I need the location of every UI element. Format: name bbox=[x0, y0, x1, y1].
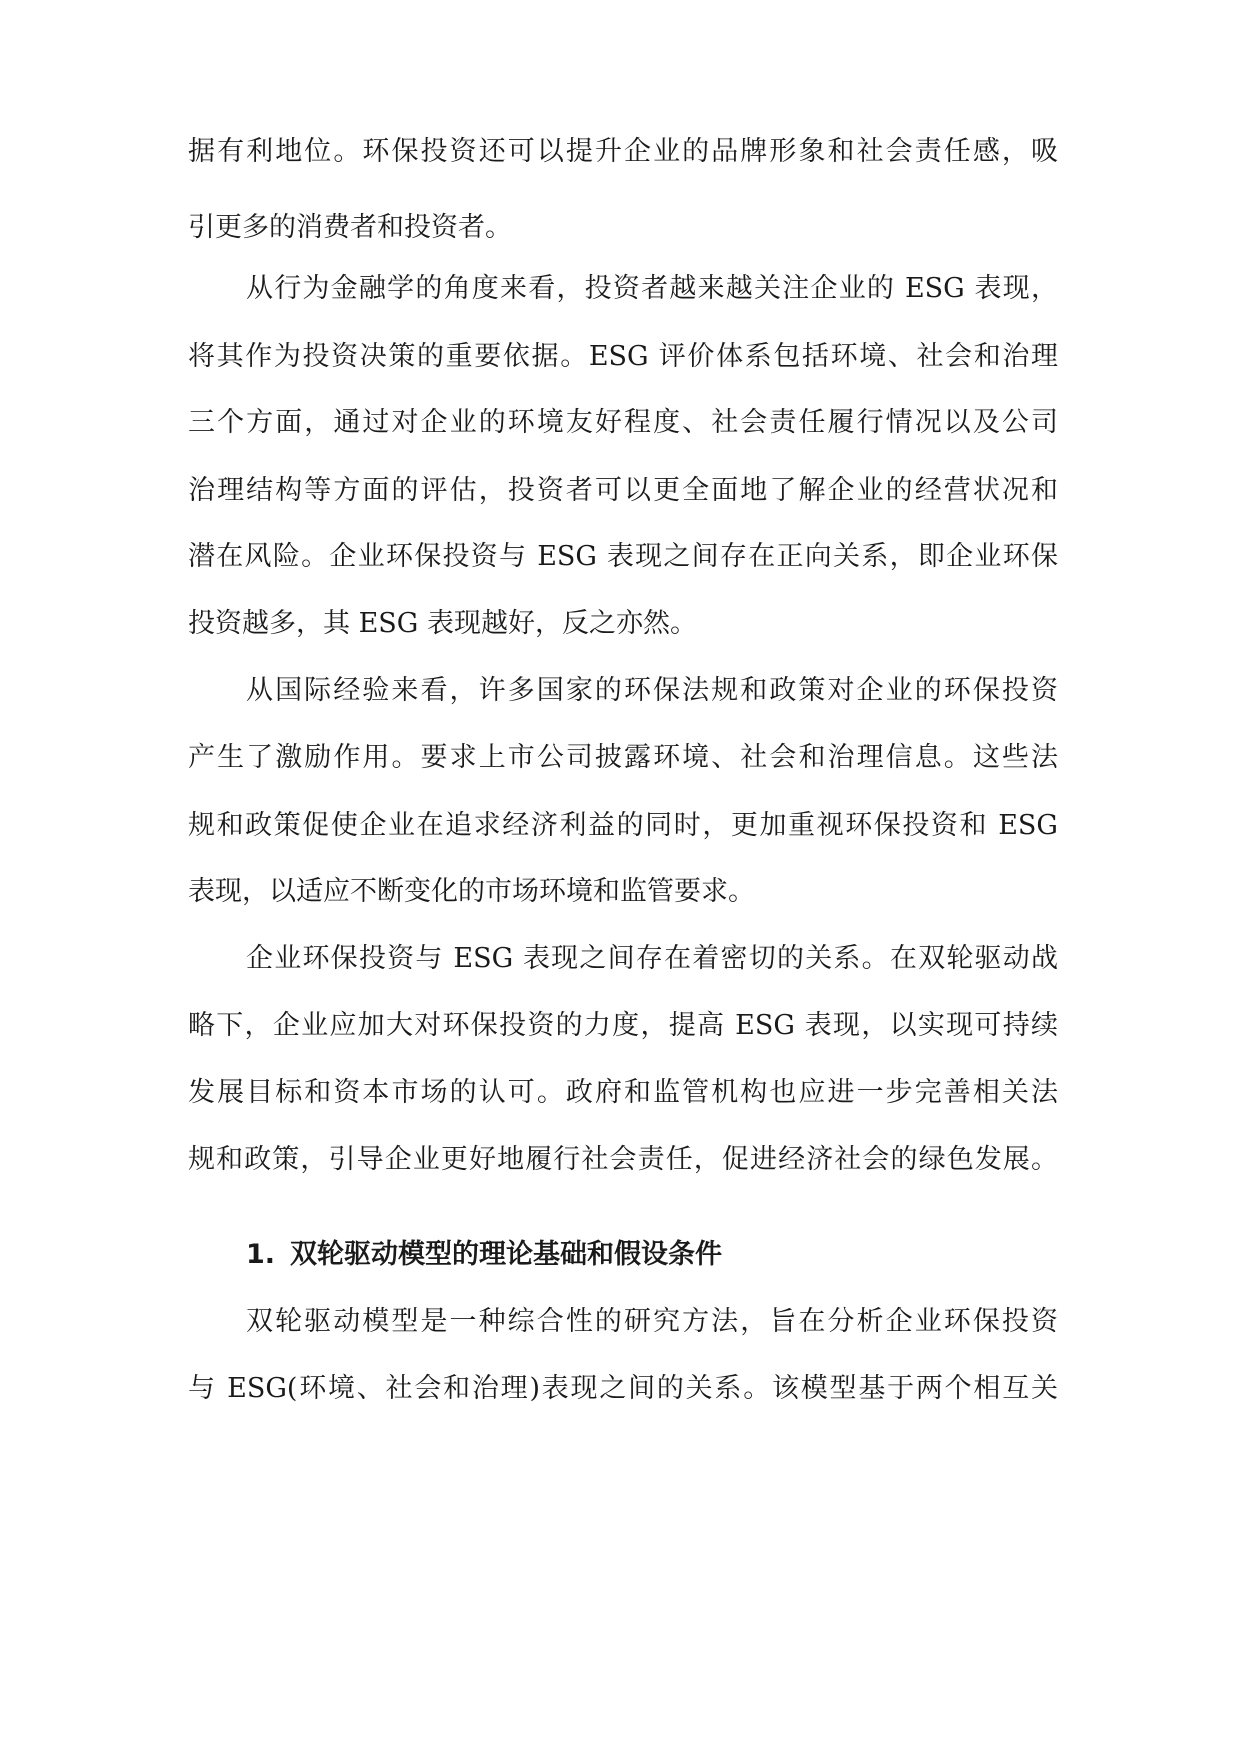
section-paragraph-line-2: 与 ESG(环境、社会和治理)表现之间的关系。该模型基于两个相互关 bbox=[188, 1373, 1058, 1404]
paragraph-2-line-5: 潜在风险。企业环保投资与 ESG 表现之间存在正向关系，即企业环保 bbox=[188, 541, 1058, 572]
paragraph-4-line-4: 规和政策，引导企业更好地履行社会责任，促进经济社会的绿色发展。 bbox=[188, 1144, 1058, 1175]
paragraph-2-line-6: 投资越多，其 ESG 表现越好，反之亦然。 bbox=[188, 608, 697, 639]
paragraph-3-line-1: 从国际经验来看，许多国家的环保法规和政策对企业的环保投资 bbox=[246, 675, 1058, 706]
paragraph-4-line-1: 企业环保投资与 ESG 表现之间存在着密切的关系。在双轮驱动战 bbox=[246, 943, 1058, 974]
paragraph-2-line-1: 从行为金融学的角度来看，投资者越来越关注企业的 ESG 表现， bbox=[246, 273, 1058, 304]
paragraph-1-line-1: 据有利地位。环保投资还可以提升企业的品牌形象和社会责任感，吸 bbox=[188, 136, 1058, 167]
paragraph-3-line-2: 产生了激励作用。要求上市公司披露环境、社会和治理信息。这些法 bbox=[188, 742, 1058, 773]
section-paragraph-line-1: 双轮驱动模型是一种综合性的研究方法，旨在分析企业环保投资 bbox=[246, 1306, 1058, 1337]
paragraph-4-line-3: 发展目标和资本市场的认可。政府和监管机构也应进一步完善相关法 bbox=[188, 1077, 1058, 1108]
paragraph-2-line-2: 将其作为投资决策的重要依据。ESG 评价体系包括环境、社会和治理 bbox=[188, 341, 1058, 372]
section-heading-title: 双轮驱动模型的理论基础和假设条件 bbox=[290, 1239, 722, 1270]
paragraph-1-line-2: 引更多的消费者和投资者。 bbox=[188, 212, 512, 243]
section-heading bbox=[246, 1235, 1058, 1275]
paragraph-4-line-2: 略下，企业应加大对环保投资的力度，提高 ESG 表现，以实现可持续 bbox=[188, 1010, 1058, 1041]
paragraph-2-line-3: 三个方面，通过对企业的环境友好程度、社会责任履行情况以及公司 bbox=[188, 407, 1058, 438]
paragraph-3-line-3: 规和政策促使企业在追求经济利益的同时，更加重视环保投资和 ESG bbox=[188, 810, 1058, 841]
paragraph-3-line-4: 表现，以适应不断变化的市场环境和监管要求。 bbox=[188, 876, 755, 907]
paragraph-2-line-4: 治理结构等方面的评估，投资者可以更全面地了解企业的经营状况和 bbox=[188, 475, 1058, 506]
section-heading-number: 1. bbox=[246, 1239, 276, 1270]
